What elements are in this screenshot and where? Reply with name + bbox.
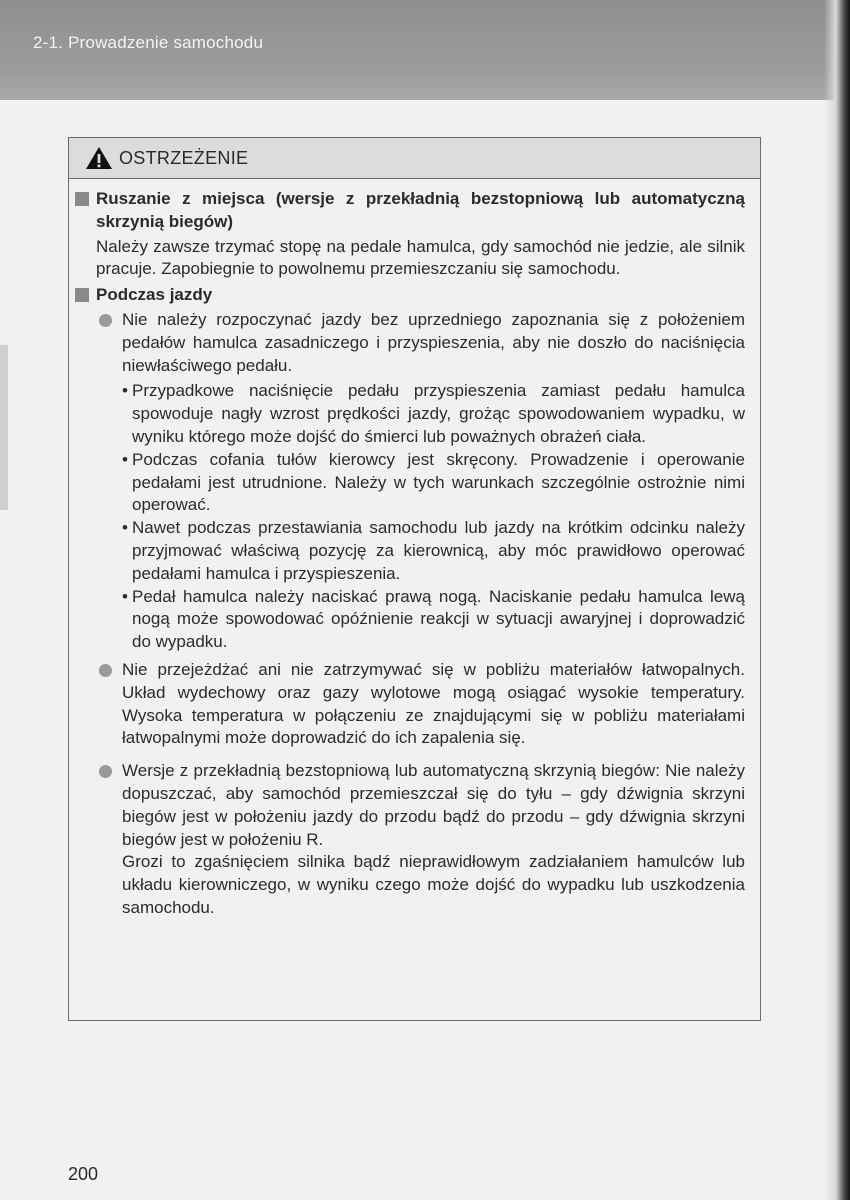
sub-list-item (122, 380, 745, 448)
section-title: 2-1. Prowadzenie samochodu (33, 33, 264, 52)
bullet-text: Wersje z przekładnią bezstopniową lub automatyczną skrzynią biegów: Nie należy dopuszczać, aby samochód przemieszczał się do tyłu – gdy dźwignia skrzyni biegów jest w położeniu jazdy do przodu bądź do przodu – gdy dźwignia skrzyni biegów jest w położeniu R. (122, 761, 745, 849)
warning-box (68, 137, 761, 1021)
section-body: Należy zawsze trzymać stopę na pedale hamulca, gdy samochód nie jedzie, ale silnik pracuje. Zapobiegnie to powolnemu przemieszczaniu się samochodu. (96, 236, 745, 279)
list-item (99, 309, 745, 377)
warning-content (69, 178, 760, 1020)
warning-header (69, 138, 760, 179)
sub-list-item (122, 517, 745, 585)
sub-bullet-text: Nawet podczas przestawiania samochodu lub jazdy na krótkim odcinku należy przyjmować właściwą pozycję za kierownicą, aby móc prawidłowo operować pedałami hamulca i przyspieszenia. (132, 518, 745, 583)
warning-triangle-icon (85, 146, 113, 170)
bullet-dot-icon (99, 664, 112, 677)
sub-bullet-text: Pedał hamulca należy naciskać prawą nogą. Naciskanie pedału hamulca lewą nogą może spowodować opóźnienie reakcji w sytuacji awaryjnej i doprowadzić do wypadku. (132, 586, 745, 652)
sub-bullet-text: Przypadkowe naciśnięcie pedału przyspieszenia zamiast pedału hamulca spowoduje nagły wzrost prędkości jazdy, grożąc spowodowaniem wypadku, w wyniku którego może dojść do śmierci lub poważnych obrażeń ciała. (132, 381, 745, 446)
page-number: 200 (68, 1164, 99, 1184)
small-bullet-icon: • (122, 381, 128, 401)
bullet-dot-icon (99, 314, 112, 327)
list-item (99, 659, 745, 750)
page-edge-tab (0, 345, 8, 510)
warning-title: OSTRZEŻENIE (119, 147, 249, 168)
square-marker-icon (75, 288, 89, 302)
bullet-extra-text: Grozi to zgaśnięciem silnika bądź nieprawidłowym zadziałaniem hamulców lub układu kierowniczego, w wyniku czego może dojść do wypadku lub uszkodzenia samochodu. (122, 852, 745, 917)
bullet-text: Nie przejeżdżać ani nie zatrzymywać się w pobliżu materiałów łatwopalnych. Układ wydechowy oraz gazy wylotowe mogą osiągać wysokie temperatury. Wysoka temperatura w połączeniu ze znajdującymi się w pobliżu materiałami łatwopalnymi może doprowadzić do ich zapalenia się. (122, 659, 745, 748)
section-heading (75, 188, 745, 234)
bullet-text: Nie należy rozpoczynać jazdy bez uprzedniego zapoznania się z położeniem pedałów hamulca zasadniczego i przyspieszenia, aby nie doszło do naciśnięcia niewłaściwego pedału. (122, 309, 745, 375)
section-heading (75, 284, 745, 307)
section-heading-text: Podczas jazdy (96, 285, 213, 305)
bullet-dot-icon (99, 765, 112, 778)
list-item (99, 760, 745, 920)
small-bullet-icon: • (122, 586, 128, 606)
small-bullet-icon: • (122, 518, 128, 538)
sub-list-item (122, 449, 745, 517)
square-marker-icon (75, 192, 89, 206)
section-heading-text: Ruszanie z miejsca (wersje z przekładnią bezstopniową lub automatyczną skrzynią biegów) (96, 189, 745, 231)
bullet-text-block (122, 760, 745, 920)
sub-bullet-text: Podczas cofania tułów kierowcy jest skręcony. Prowadzenie i operowanie pedałami jest utrudnione. Należy w tych warunkach szczególnie ostrożnie nimi operować. (132, 449, 745, 515)
sub-list-item (122, 586, 745, 654)
page-binding-shadow (824, 0, 850, 1200)
small-bullet-icon: • (122, 449, 128, 469)
